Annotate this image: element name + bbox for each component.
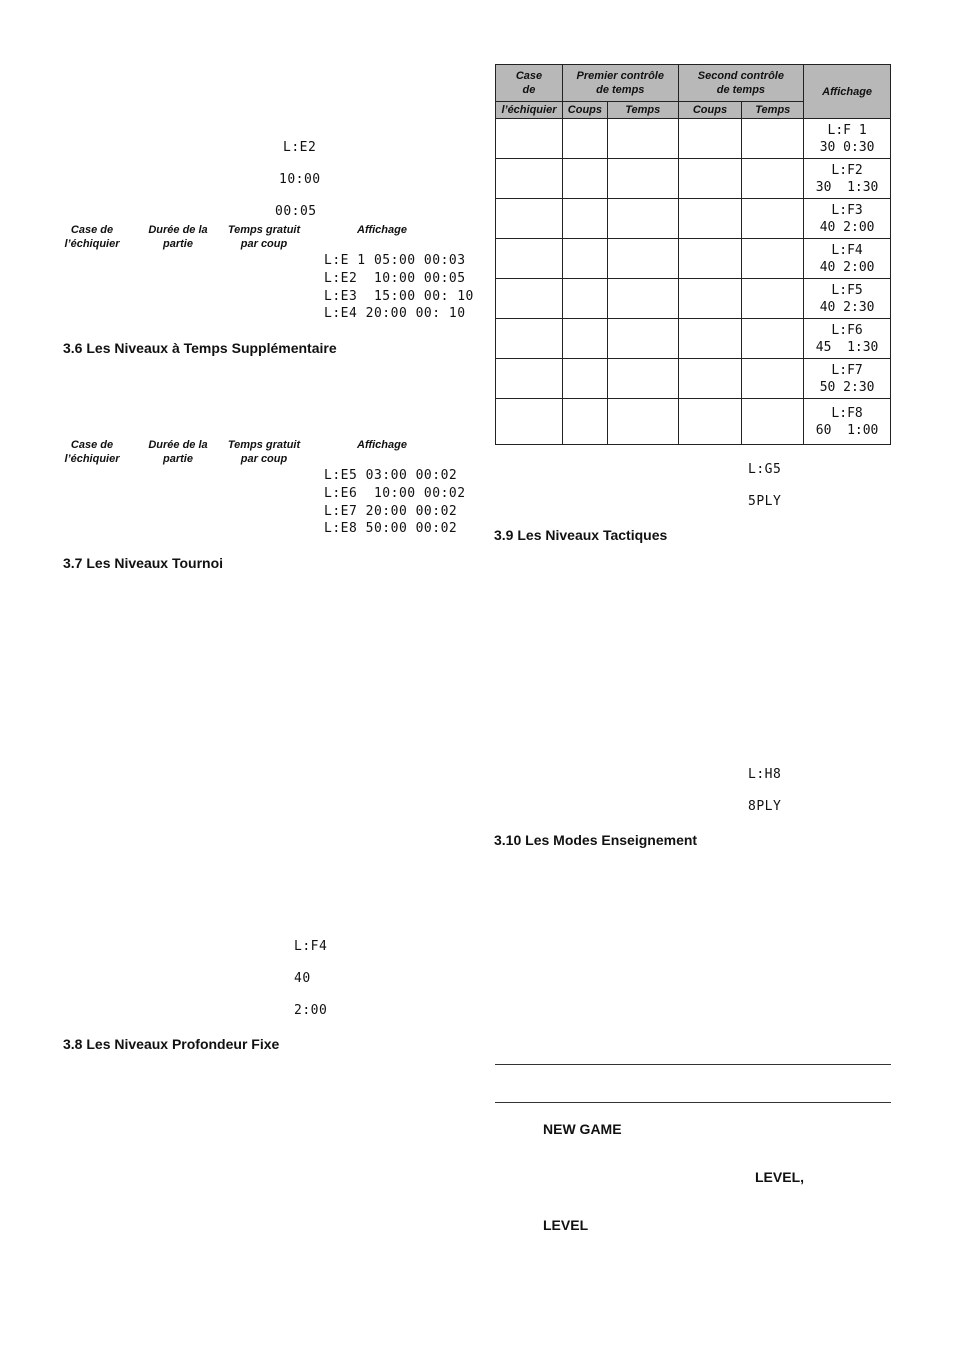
example-bonus-display: 00:05 (275, 204, 317, 219)
header-display: Affichage (357, 224, 407, 236)
display-cell (804, 399, 891, 445)
display-line-level: L:F3 (831, 202, 863, 218)
display-le1: L:E 1 05:00 00:03 (324, 253, 466, 268)
header-duration: Durée de la partie (148, 224, 208, 250)
section-heading-3-8: 3.8 Les Niveaux Profondeur Fixe (63, 1036, 280, 1052)
depth-ply-display: 5PLY (748, 494, 782, 509)
header-display: Affichage (357, 439, 407, 451)
table-row (496, 199, 891, 239)
display-cell (804, 119, 891, 159)
display-line-time: 30 1:30 (815, 179, 879, 195)
section-heading-3-7: 3.7 Les Niveaux Tournoi (63, 555, 224, 571)
display-le6: L:E6 10:00 00:02 (324, 486, 466, 501)
tournament-levels-table (495, 64, 891, 445)
table-row (496, 319, 891, 359)
divider-line (495, 1102, 891, 1103)
header-duration: Durée de la partie (148, 439, 208, 465)
display-line-level: L:F7 (831, 362, 863, 378)
table-row (496, 119, 891, 159)
level-key-label: LEVEL (543, 1217, 589, 1233)
display-le3: L:E3 15:00 00: 10 (324, 289, 474, 304)
display-line-level: L:F2 (831, 162, 863, 178)
header-square: Case de (496, 65, 563, 102)
display-line-level: L:F5 (831, 282, 863, 298)
display-line-level: L:F8 (831, 405, 863, 421)
display-cell (804, 279, 891, 319)
display-le5: L:E5 03:00 00:02 (324, 468, 458, 483)
tournament-time-display: 2:00 (294, 1003, 328, 1018)
table-row (496, 399, 891, 445)
display-cell (804, 199, 891, 239)
header-square-sub: l’échiquier (496, 102, 563, 119)
display-le8: L:E8 50:00 00:02 (324, 521, 458, 536)
display-cell (804, 319, 891, 359)
depth-level-display: L:G5 (748, 462, 782, 477)
level-key-label: LEVEL, (755, 1169, 805, 1185)
example-level-display: L:E2 (283, 140, 317, 155)
tactic-level-display: L:H8 (748, 767, 782, 782)
section-heading-3-10: 3.10 Les Modes Enseignement (494, 832, 698, 848)
header-square: Case de l’échiquier (64, 224, 120, 250)
display-line-time: 50 2:30 (819, 379, 875, 395)
table-row (496, 279, 891, 319)
example-time-display: 10:00 (279, 172, 321, 187)
header-bonus: Temps gratuit par coup (227, 439, 301, 465)
tournament-moves-display: 40 (294, 971, 311, 986)
display-line-time: 30 0:30 (819, 139, 875, 155)
display-cell (804, 239, 891, 279)
table-row (496, 359, 891, 399)
header-second-control: Second contrôle de temps (678, 65, 804, 102)
table-row (496, 159, 891, 199)
header-moves-1: Coups (562, 102, 607, 119)
header-display: Affichage (804, 65, 891, 119)
section-heading-3-6: 3.6 Les Niveaux à Temps Supplémentaire (63, 340, 337, 356)
table-row (496, 239, 891, 279)
header-square: Case de l’échiquier (64, 439, 120, 465)
display-le4: L:E4 20:00 00: 10 (324, 306, 466, 321)
display-line-time: 40 2:30 (819, 299, 875, 315)
display-cell (804, 159, 891, 199)
new-game-key-label: NEW GAME (543, 1121, 622, 1137)
display-line-level: L:F 1 (827, 122, 867, 138)
header-time-2: Temps (742, 102, 804, 119)
display-line-time: 45 1:30 (815, 339, 879, 355)
display-cell (804, 359, 891, 399)
display-line-level: L:F6 (831, 322, 863, 338)
header-first-control: Premier contrôle de temps (562, 65, 678, 102)
tactic-ply-display: 8PLY (748, 799, 782, 814)
display-le2: L:E2 10:00 00:05 (324, 271, 466, 286)
display-le7: L:E7 20:00 00:02 (324, 504, 458, 519)
section-heading-3-9: 3.9 Les Niveaux Tactiques (494, 527, 668, 543)
header-moves-2: Coups (678, 102, 742, 119)
display-line-level: L:F4 (831, 242, 863, 258)
tournament-level-display: L:F4 (294, 939, 328, 954)
display-line-time: 40 2:00 (819, 259, 875, 275)
divider-line (495, 1064, 891, 1065)
header-bonus: Temps gratuit par coup (227, 224, 301, 250)
header-time-1: Temps (607, 102, 678, 119)
display-line-time: 60 1:00 (815, 422, 879, 438)
display-line-time: 40 2:00 (819, 219, 875, 235)
